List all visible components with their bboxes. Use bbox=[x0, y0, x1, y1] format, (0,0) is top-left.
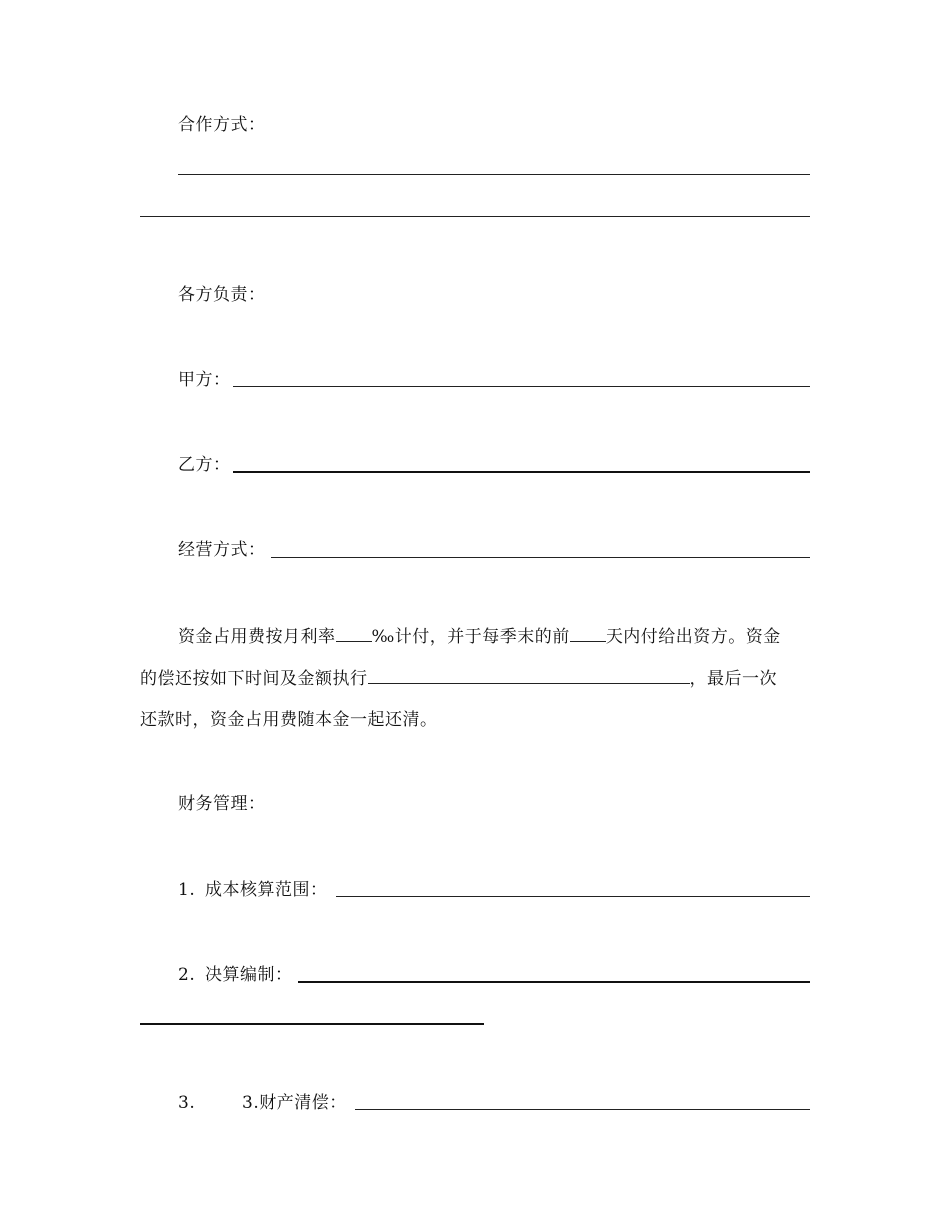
business-mode-blank-line bbox=[271, 557, 810, 558]
party-b-label: 乙方： bbox=[178, 455, 231, 475]
capital-fee-line-2 bbox=[140, 667, 777, 689]
finance-item-1-number: 1. bbox=[178, 880, 196, 900]
finance-item-2-number: 2. bbox=[178, 965, 196, 985]
responsibilities-heading: 各方负责： bbox=[178, 285, 266, 305]
finance-item-2-label: 决算编制： bbox=[205, 965, 293, 985]
party-a-blank-line bbox=[233, 386, 810, 387]
capital-fee-line-3: 还款时，资金占用费随本金一起还清。 bbox=[140, 710, 438, 730]
capital-fee-text-c: 天内付给出资方。资金 bbox=[605, 627, 781, 647]
party-a-label: 甲方： bbox=[178, 370, 231, 390]
finance-item-3-label: 3.财产清偿： bbox=[242, 1093, 347, 1113]
cooperation-mode-blank-line-1 bbox=[178, 174, 810, 175]
capital-fee-text-a: 资金占用费按月利率 bbox=[178, 627, 336, 647]
cooperation-mode-label: 合作方式： bbox=[178, 115, 266, 135]
capital-fee-text-b: ‰计付，并于每季末的前 bbox=[371, 627, 570, 647]
capital-fee-line-1 bbox=[178, 625, 781, 647]
property-settlement-blank-line bbox=[355, 1109, 810, 1110]
repayment-schedule-blank bbox=[368, 667, 690, 684]
final-accounts-blank-line-1 bbox=[298, 981, 810, 983]
cost-accounting-blank-line bbox=[336, 896, 810, 897]
party-b-blank-line bbox=[233, 471, 810, 473]
repayment-text-a: 的偿还按如下时间及金额执行 bbox=[140, 669, 368, 689]
cooperation-mode-blank-line-2 bbox=[140, 216, 810, 217]
repayment-text-b: ，最后一次 bbox=[689, 669, 777, 689]
finance-item-1-label: 成本核算范围： bbox=[205, 880, 328, 900]
final-accounts-blank-line-2 bbox=[140, 1023, 484, 1025]
finance-item-3-number: 3. bbox=[178, 1093, 196, 1113]
finance-heading: 财务管理： bbox=[178, 794, 266, 814]
business-mode-label: 经营方式： bbox=[178, 540, 266, 560]
monthly-rate-blank bbox=[336, 625, 372, 642]
days-blank bbox=[570, 625, 606, 642]
